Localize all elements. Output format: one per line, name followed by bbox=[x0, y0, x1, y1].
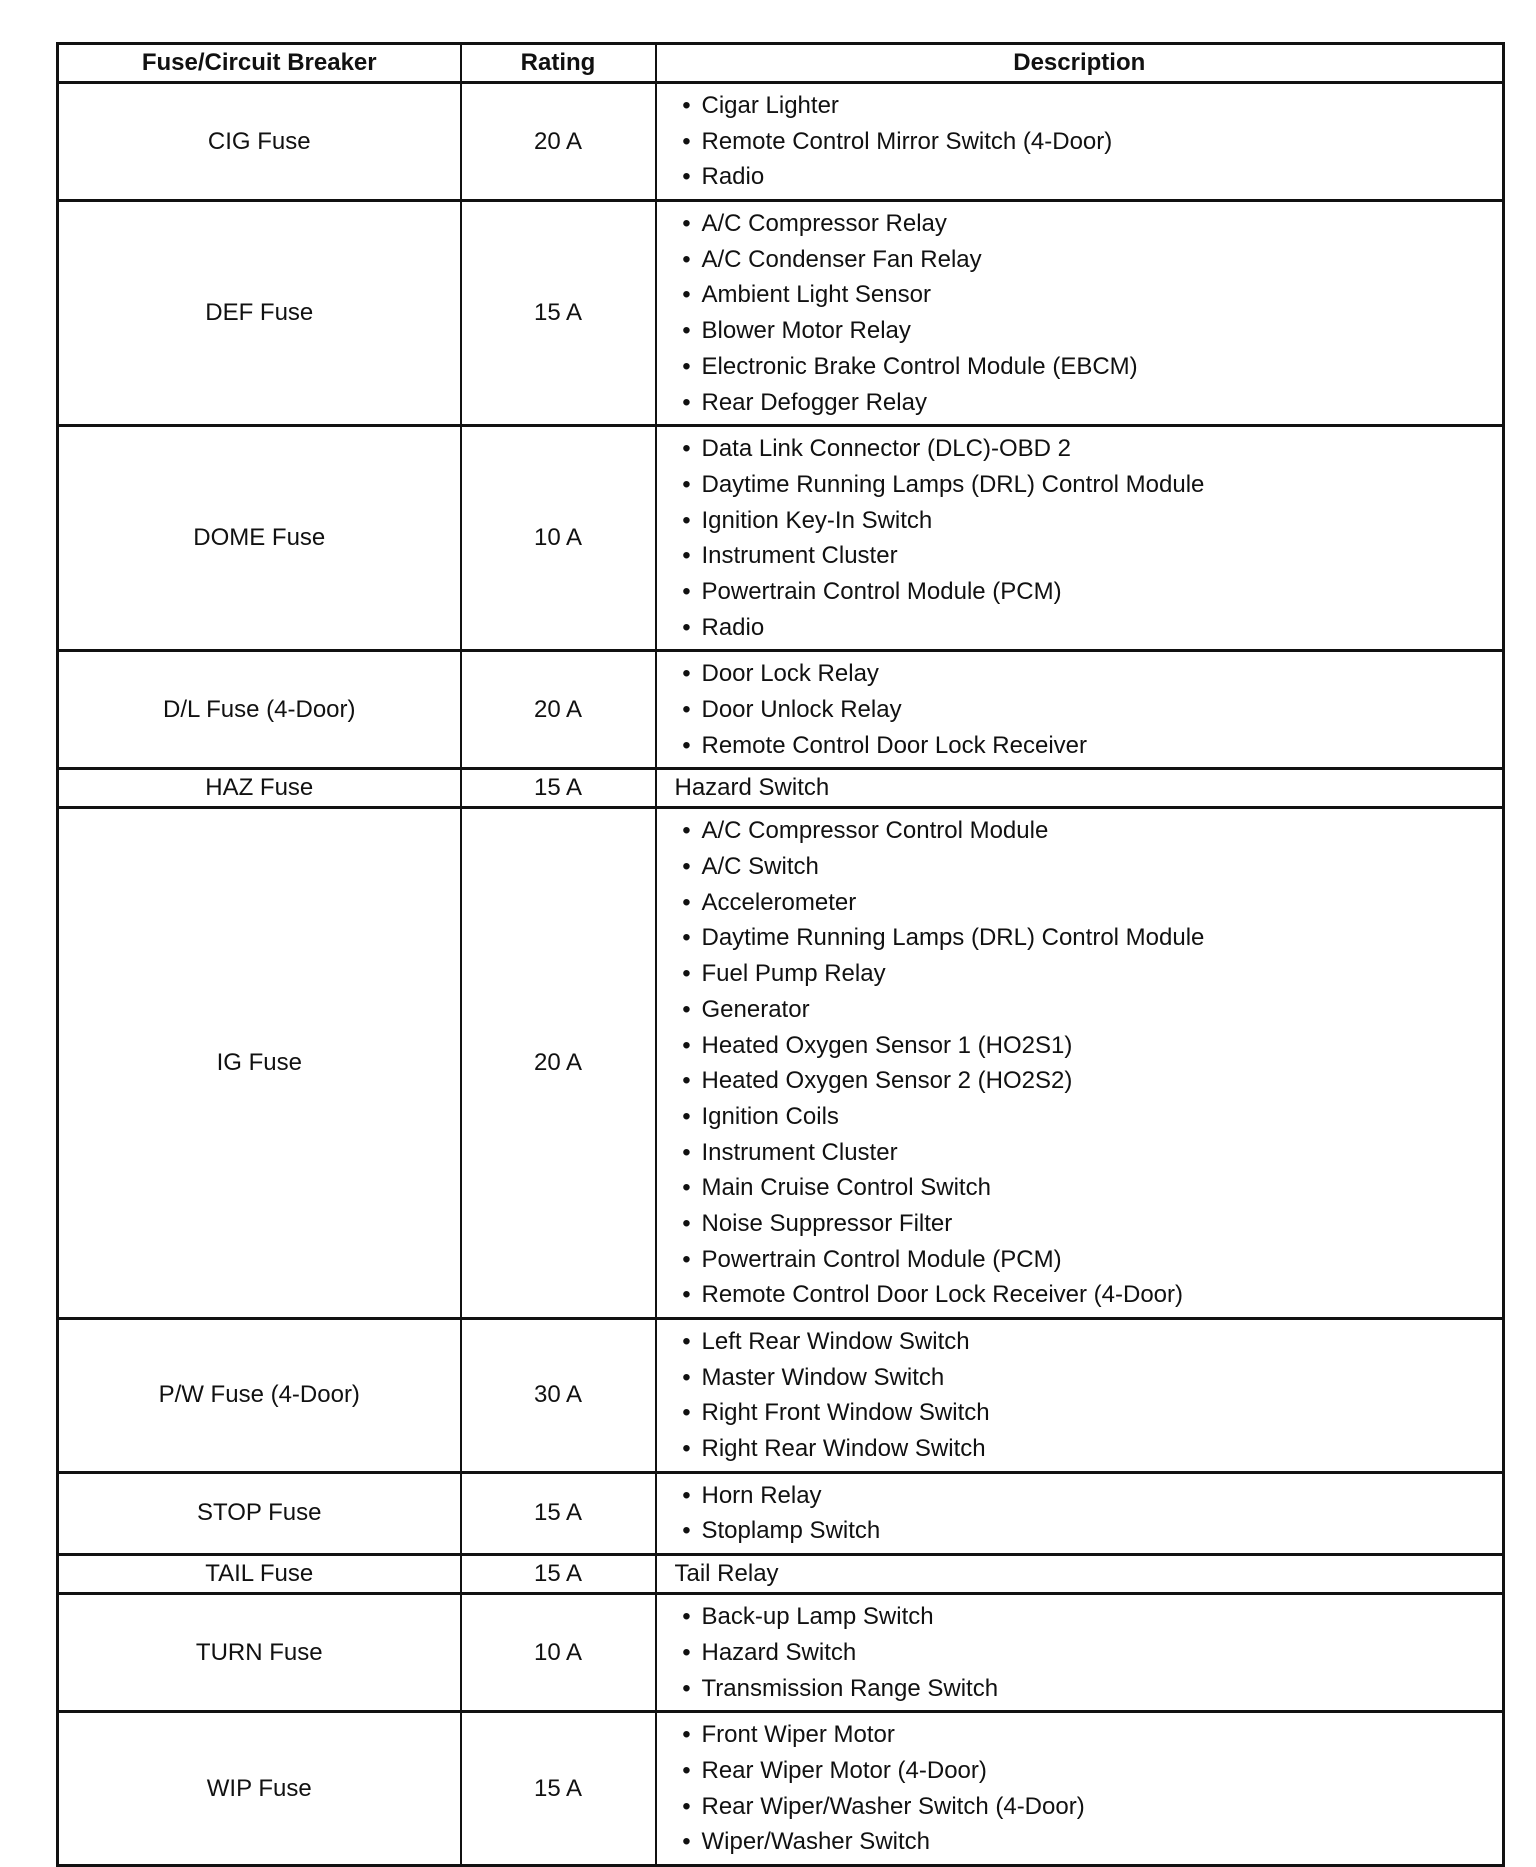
list-item-text: Left Rear Window Switch bbox=[701, 1328, 970, 1355]
table-row bbox=[58, 83, 1504, 201]
list-item bbox=[676, 1170, 1503, 1206]
list-item bbox=[676, 313, 1503, 349]
description-list bbox=[676, 1717, 1503, 1860]
list-item-text: Powertrain Control Module (PCM) bbox=[701, 577, 1062, 605]
description-list bbox=[676, 431, 1503, 645]
header-rating: Rating bbox=[461, 44, 656, 83]
list-item-text: Powertrain Control Module (PCM) bbox=[701, 1245, 1062, 1273]
description-list bbox=[676, 1599, 1503, 1706]
list-item bbox=[676, 159, 1503, 195]
list-item-text: Back-up Lamp Switch bbox=[701, 1603, 934, 1631]
list-item bbox=[676, 1824, 1503, 1860]
list-item bbox=[676, 1324, 1503, 1360]
table-row bbox=[58, 1594, 1504, 1712]
list-item bbox=[676, 920, 1503, 956]
list-item-text: Blower Motor Relay bbox=[701, 317, 911, 345]
fuse-description bbox=[656, 201, 1504, 426]
list-item bbox=[676, 1599, 1503, 1635]
fuse-rating: 15 A bbox=[461, 769, 656, 808]
header-row bbox=[58, 44, 1504, 83]
list-item-text: Ignition Coils bbox=[701, 1102, 839, 1130]
list-item-text: Door Lock Relay bbox=[701, 660, 879, 688]
list-item bbox=[676, 124, 1503, 160]
list-item-text: Radio bbox=[701, 613, 765, 641]
fuse-rating: 15 A bbox=[461, 1472, 656, 1554]
list-item bbox=[676, 574, 1503, 610]
list-item-text: Ignition Key-In Switch bbox=[701, 506, 933, 534]
list-item-text: Generator bbox=[701, 995, 810, 1023]
list-item bbox=[676, 656, 1503, 692]
list-item-text: Daytime Running Lamps (DRL) Control Module bbox=[701, 924, 1205, 952]
fuse-description bbox=[656, 808, 1504, 1319]
list-item-text: Accelerometer bbox=[701, 888, 857, 916]
table-row bbox=[58, 201, 1504, 426]
list-item bbox=[676, 1789, 1503, 1825]
description-list bbox=[676, 1324, 1503, 1467]
list-item bbox=[676, 88, 1503, 124]
table-row bbox=[58, 769, 1504, 808]
list-item-text: Right Front Window Switch bbox=[701, 1399, 990, 1427]
list-item bbox=[676, 849, 1503, 885]
list-item-text: Master Window Switch bbox=[701, 1363, 945, 1391]
list-item-text: Rear Defogger Relay bbox=[701, 388, 927, 416]
list-item bbox=[676, 277, 1503, 313]
list-item bbox=[676, 610, 1503, 646]
fuse-description bbox=[656, 1472, 1504, 1554]
list-item-text: Remote Control Door Lock Receiver bbox=[701, 731, 1087, 759]
fuse-name: P/W Fuse (4-Door) bbox=[58, 1319, 461, 1473]
table-body bbox=[58, 83, 1504, 1866]
list-item bbox=[676, 1099, 1503, 1135]
fuse-rating: 10 A bbox=[461, 426, 656, 651]
list-item bbox=[676, 1206, 1503, 1242]
list-item bbox=[676, 503, 1503, 539]
list-item-text: Stoplamp Switch bbox=[701, 1517, 881, 1545]
list-item bbox=[676, 1717, 1503, 1753]
description-list bbox=[676, 88, 1503, 195]
list-item-text: Cigar Lighter bbox=[701, 92, 839, 119]
list-item-text: Horn Relay bbox=[701, 1481, 822, 1509]
fuse-name: TURN Fuse bbox=[58, 1594, 461, 1712]
list-item-text: Front Wiper Motor bbox=[701, 1721, 895, 1749]
list-item bbox=[676, 1635, 1503, 1671]
table-row bbox=[58, 1712, 1504, 1866]
list-item-text: A/C Compressor Relay bbox=[701, 210, 947, 238]
list-item-text: Radio bbox=[701, 163, 765, 191]
header-description: Description bbox=[656, 44, 1504, 83]
table-row bbox=[58, 426, 1504, 651]
table-row bbox=[58, 651, 1504, 769]
list-item-text: Noise Suppressor Filter bbox=[701, 1209, 953, 1237]
list-item bbox=[676, 728, 1503, 764]
description-list bbox=[676, 206, 1503, 420]
list-item bbox=[676, 1063, 1503, 1099]
list-item bbox=[676, 206, 1503, 242]
list-item bbox=[676, 385, 1503, 421]
description-text: Tail Relay bbox=[674, 1560, 779, 1588]
list-item-text: Electronic Brake Control Module (EBCM) bbox=[701, 352, 1138, 380]
list-item bbox=[676, 1242, 1503, 1278]
list-item-text: A/C Condenser Fan Relay bbox=[701, 245, 982, 273]
list-item-text: Ambient Light Sensor bbox=[701, 281, 931, 309]
list-item bbox=[676, 349, 1503, 385]
fuse-rating: 20 A bbox=[461, 808, 656, 1319]
list-item bbox=[676, 1753, 1503, 1789]
list-item-text: Instrument Cluster bbox=[701, 1138, 898, 1166]
fuse-description bbox=[656, 1594, 1504, 1712]
list-item bbox=[676, 692, 1503, 728]
list-item-text: A/C Compressor Control Module bbox=[701, 817, 1049, 845]
list-item bbox=[676, 1395, 1503, 1431]
list-item-text: A/C Switch bbox=[701, 853, 819, 881]
fuse-rating: 15 A bbox=[461, 1555, 656, 1594]
list-item bbox=[676, 1360, 1503, 1396]
list-item bbox=[676, 431, 1503, 467]
fuse-name: D/L Fuse (4-Door) bbox=[58, 651, 461, 769]
fuse-name: DOME Fuse bbox=[58, 426, 461, 651]
table-row bbox=[58, 1319, 1504, 1473]
list-item-text: Heated Oxygen Sensor 1 (HO2S1) bbox=[701, 1031, 1073, 1059]
fuse-name: WIP Fuse bbox=[58, 1712, 461, 1866]
list-item-text: Rear Wiper Motor (4-Door) bbox=[701, 1756, 987, 1784]
list-item-text: Wiper/Washer Switch bbox=[701, 1828, 930, 1856]
list-item bbox=[676, 813, 1503, 849]
list-item bbox=[676, 1431, 1503, 1467]
fuse-rating: 30 A bbox=[461, 1319, 656, 1473]
list-item-text: Remote Control Door Lock Receiver (4-Door) bbox=[701, 1281, 1183, 1309]
list-item-text: Rear Wiper/Washer Switch (4-Door) bbox=[701, 1792, 1085, 1820]
list-item bbox=[676, 538, 1503, 574]
description-list bbox=[676, 1478, 1503, 1549]
list-item bbox=[676, 1277, 1503, 1313]
list-item bbox=[676, 1478, 1503, 1514]
fuse-table bbox=[56, 42, 1505, 1867]
list-item-text: Instrument Cluster bbox=[701, 542, 898, 570]
description-text: Hazard Switch bbox=[674, 774, 830, 802]
fuse-description bbox=[656, 83, 1504, 201]
fuse-description bbox=[656, 651, 1504, 769]
list-item bbox=[676, 1671, 1503, 1707]
table-row bbox=[58, 1472, 1504, 1554]
table-row bbox=[58, 1555, 1504, 1594]
list-item bbox=[676, 1135, 1503, 1171]
fuse-description bbox=[656, 1712, 1504, 1866]
list-item-text: Remote Control Mirror Switch (4-Door) bbox=[701, 127, 1113, 155]
list-item-text: Main Cruise Control Switch bbox=[701, 1174, 991, 1202]
list-item-text: Fuel Pump Relay bbox=[701, 960, 886, 988]
fuse-rating: 15 A bbox=[461, 201, 656, 426]
header-fuse: Fuse/Circuit Breaker bbox=[58, 44, 461, 83]
table-row bbox=[58, 808, 1504, 1319]
fuse-description bbox=[656, 1319, 1504, 1473]
fuse-description bbox=[656, 1555, 1504, 1594]
description-list bbox=[676, 656, 1503, 763]
fuse-rating: 10 A bbox=[461, 1594, 656, 1712]
fuse-description bbox=[656, 769, 1504, 808]
fuse-rating: 15 A bbox=[461, 1712, 656, 1866]
list-item-text: Data Link Connector (DLC)-OBD 2 bbox=[701, 435, 1071, 463]
list-item-text: Hazard Switch bbox=[701, 1638, 857, 1666]
fuse-rating: 20 A bbox=[461, 83, 656, 201]
list-item bbox=[676, 467, 1503, 503]
fuse-name: CIG Fuse bbox=[58, 83, 461, 201]
list-item-text: Right Rear Window Switch bbox=[701, 1435, 986, 1463]
description-list bbox=[676, 813, 1503, 1313]
fuse-name: STOP Fuse bbox=[58, 1472, 461, 1554]
list-item bbox=[676, 242, 1503, 278]
list-item-text: Transmission Range Switch bbox=[701, 1674, 999, 1702]
list-item-text: Door Unlock Relay bbox=[701, 696, 902, 723]
list-item-text: Daytime Running Lamps (DRL) Control Module bbox=[701, 470, 1205, 498]
fuse-name: TAIL Fuse bbox=[58, 1555, 461, 1594]
table-header bbox=[58, 44, 1504, 83]
fuse-name: IG Fuse bbox=[58, 808, 461, 1319]
list-item bbox=[676, 992, 1503, 1028]
list-item bbox=[676, 1028, 1503, 1064]
list-item bbox=[676, 885, 1503, 921]
list-item bbox=[676, 956, 1503, 992]
fuse-rating: 20 A bbox=[461, 651, 656, 769]
list-item bbox=[676, 1513, 1503, 1549]
fuse-description bbox=[656, 426, 1504, 651]
fuse-name: HAZ Fuse bbox=[58, 769, 461, 808]
list-item-text: Heated Oxygen Sensor 2 (HO2S2) bbox=[701, 1067, 1073, 1095]
fuse-name: DEF Fuse bbox=[58, 201, 461, 426]
